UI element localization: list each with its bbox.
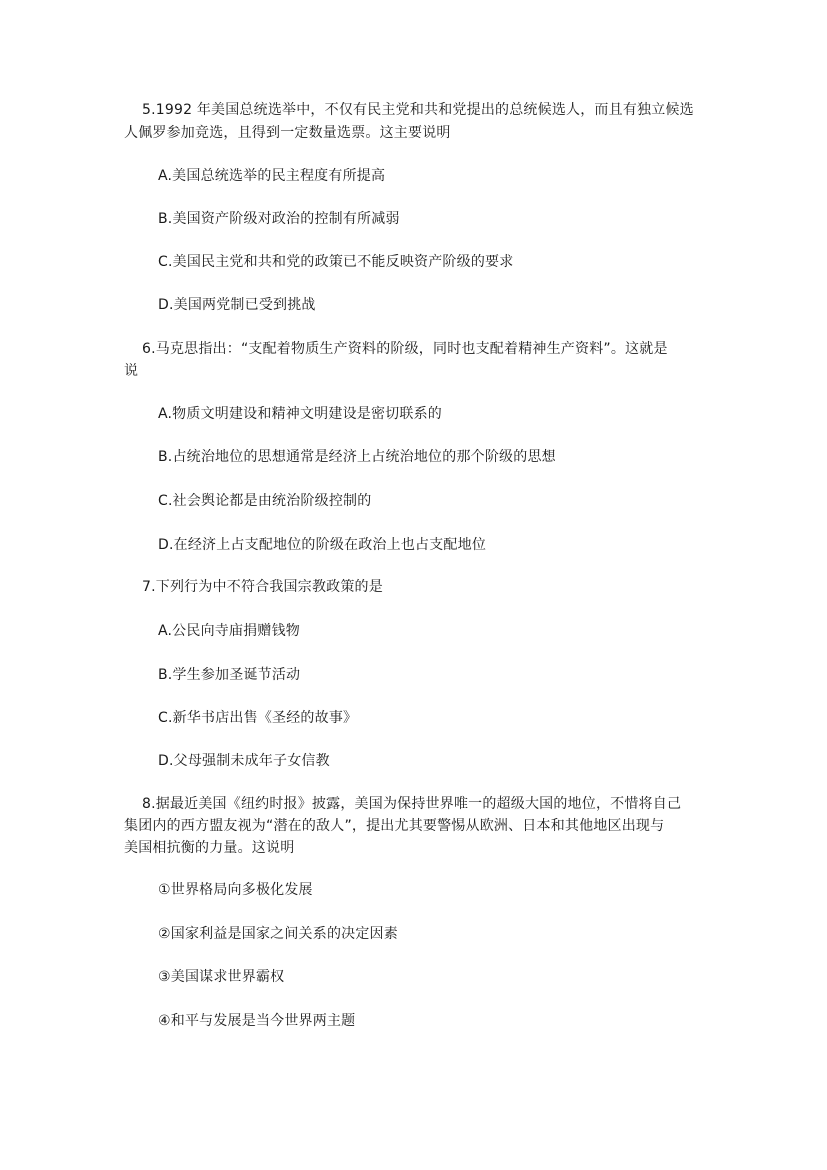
question-6-option-c: C.社会舆论都是由统治阶级控制的 (158, 493, 372, 509)
question-8-stem-line-1: 8.据最近美国《纽约时报》披露，美国为保持世界唯一的超级大国的地位，不惜将自己 (142, 796, 682, 812)
question-6-stem-line-2: 说 (124, 363, 139, 379)
question-8-option-4: ④和平与发展是当今世界两主题 (158, 1013, 356, 1029)
question-8-option-2: ②国家利益是国家之间关系的决定因素 (158, 926, 398, 942)
question-7-option-d: D.父母强制未成年子女信教 (158, 753, 330, 769)
question-6-option-d: D.在经济上占支配地位的阶级在政治上也占支配地位 (158, 537, 487, 553)
question-6-option-b: B.占统治地位的思想通常是经济上占统治地位的那个阶级的思想 (158, 449, 556, 465)
question-5-stem-line-2: 人佩罗参加竞选，且得到一定数量选票。这主要说明 (124, 125, 451, 141)
question-5-option-b: B.美国资产阶级对政治的控制有所减弱 (158, 211, 400, 227)
question-8-stem-line-2: 集团内的西方盟友视为“潜在的敌人”，提出尤其要警惕从欧洲、日本和其他地区出现与 (124, 818, 665, 834)
question-7-option-b: B.学生参加圣诞节活动 (158, 667, 301, 683)
question-8-option-1: ①世界格局向多极化发展 (158, 882, 313, 898)
question-5-option-a: A.美国总统选举的民主程度有所提高 (158, 168, 386, 184)
question-7-option-a: A.公民向寺庙捐赠钱物 (158, 623, 300, 639)
question-5-option-c: C.美国民主党和共和党的政策已不能反映资产阶级的要求 (158, 254, 514, 270)
question-5-stem-line-1: 5.1992 年美国总统选举中，不仅有民主党和共和党提出的总统候选人，而且有独立候选 (142, 102, 694, 118)
question-8-option-3: ③美国谋求世界霸权 (158, 969, 285, 985)
question-6-stem-line-1: 6.马克思指出：“支配着物质生产资料的阶级，同时也支配着精神生产资料”。这就是 (142, 341, 668, 357)
question-7-option-c: C.新华书店出售《圣经的故事》 (158, 710, 358, 726)
question-6-option-a: A.物质文明建设和精神文明建设是密切联系的 (158, 406, 442, 422)
question-5-option-d: D.美国两党制已受到挑战 (158, 297, 316, 313)
question-8-stem-line-3: 美国相抗衡的力量。这说明 (124, 840, 295, 856)
question-7-stem-line-1: 7.下列行为中不符合我国宗教政策的是 (142, 579, 383, 595)
